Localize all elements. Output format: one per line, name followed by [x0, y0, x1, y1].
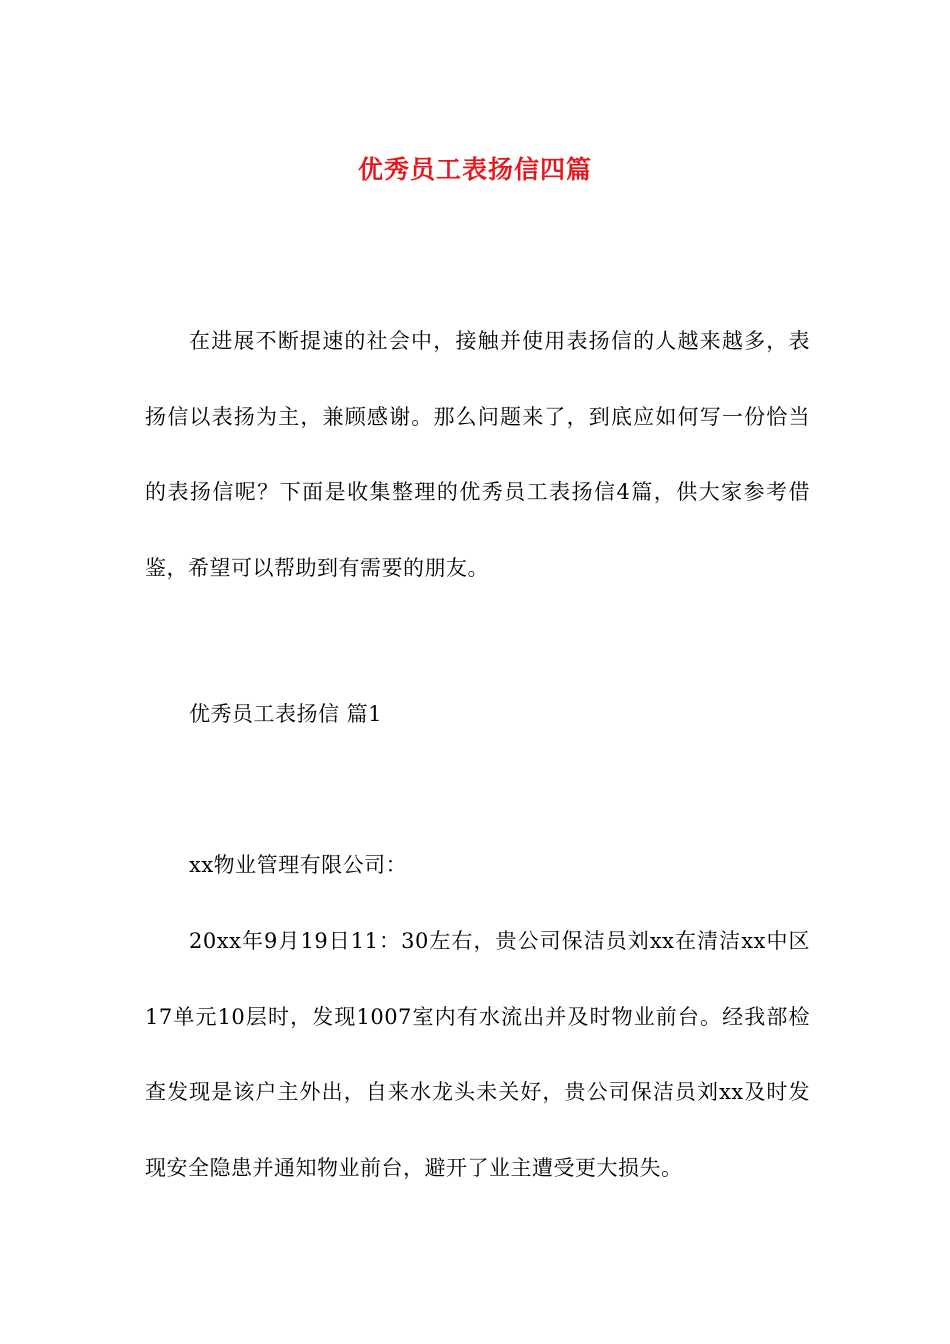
intro-paragraph: 在进展不断提速的社会中，接触并使用表扬信的人越来越多，表扬信以表扬为主，兼顾感谢。那么问题来了，到底应如何写一份恰当的表扬信呢？下面是收集整理的优秀员工表扬信4篇，供大家参考借鉴，希望可以帮助到有需要的朋友。 [145, 329, 810, 580]
section-heading: 优秀员工表扬信 篇1 [189, 702, 383, 726]
letter-salutation: xx物业管理有限公司： [189, 853, 408, 877]
letter-body-paragraph: 20xx年9月19日11：30左右，贵公司保洁员刘xx在清洁xx中区17单元10层时，发现1007室内有水流出并及时物业前台。经我部检查发现是该户主外出，自来水龙头未关好，贵公司保洁员刘xx及时发现安全隐患并通知物业前台，避开了业主遭受更大损失。 [145, 929, 810, 1180]
document-title: 优秀员工表扬信四篇 [357, 154, 592, 184]
